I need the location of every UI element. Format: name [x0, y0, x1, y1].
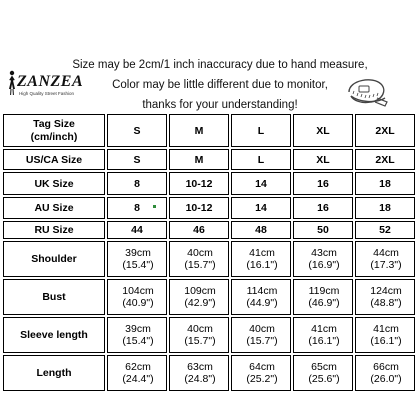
inch-value: (44.9") — [246, 297, 278, 309]
inch-value: (40.9") — [122, 297, 154, 309]
cm-value: 124cm — [370, 285, 402, 297]
row-header-length: Length — [3, 355, 105, 391]
cm-value: 119cm — [308, 285, 340, 297]
cell-shoulder-s — [107, 241, 167, 277]
cell-tag-l: L — [231, 114, 291, 147]
cell-ru-m: 46 — [169, 221, 229, 239]
table-row-us-ca-size — [3, 149, 415, 170]
cell-sleeve-s — [107, 317, 167, 353]
cell-length-s — [107, 355, 167, 391]
cm-value: 66cm — [373, 361, 399, 373]
brand-tagline: High Quality Street Fashion — [19, 91, 75, 96]
inch-value: (16.1") — [370, 335, 402, 347]
cell-us-s: S — [107, 149, 167, 170]
inch-value: (25.6") — [308, 373, 340, 385]
cell-shoulder-m — [169, 241, 229, 277]
inch-value: (42.9") — [184, 297, 216, 309]
table-row-shoulder — [3, 241, 415, 277]
cell-ru-xl: 50 — [293, 221, 353, 239]
cm-value: 65cm — [311, 361, 337, 373]
cm-value: 44cm — [373, 247, 399, 259]
cell-bust-2xl — [355, 279, 415, 315]
inch-value: (25.2") — [246, 373, 278, 385]
inch-value: (15.4") — [122, 335, 154, 347]
cell-us-2xl: 2XL — [355, 149, 415, 170]
cm-value: 63cm — [187, 361, 213, 373]
inch-value: (15.7") — [184, 335, 216, 347]
row-header-uk-size: UK Size — [3, 172, 105, 195]
cell-length-m — [169, 355, 229, 391]
cell-shoulder-l — [231, 241, 291, 277]
cm-value: 41cm — [311, 323, 337, 335]
cell-length-l — [231, 355, 291, 391]
table-row-length — [3, 355, 415, 391]
cm-value: 104cm — [122, 285, 154, 297]
cm-value: 41cm — [373, 323, 399, 335]
cell-uk-l: 14 — [231, 172, 291, 195]
cell-tag-s: S — [107, 114, 167, 147]
row-header-us-ca-size: US/CA Size — [3, 149, 105, 170]
cell-length-2xl — [355, 355, 415, 391]
inch-value: (16.1") — [308, 335, 340, 347]
cell-au-s: 8 — [107, 197, 167, 219]
tag-size-label: Tag Size (cm/inch) — [30, 117, 78, 143]
size-table — [1, 112, 416, 393]
cell-sleeve-l — [231, 317, 291, 353]
row-header-bust: Bust — [3, 279, 105, 315]
header — [0, 0, 416, 112]
cell-uk-s: 8 — [107, 172, 167, 195]
inch-value: (46.9") — [308, 297, 340, 309]
cell-tag-2xl: 2XL — [355, 114, 415, 147]
inch-value: (24.4") — [122, 373, 154, 385]
inch-value: (48.8") — [370, 297, 402, 309]
cm-value: 114cm — [246, 285, 278, 297]
cm-value: 39cm — [125, 247, 151, 259]
cell-bust-m — [169, 279, 229, 315]
inch-value: (24.8") — [184, 373, 216, 385]
inch-value: (17.3") — [370, 259, 402, 271]
inch-value: (16.9") — [308, 259, 340, 271]
note-thanks: thanks for your understanding! — [142, 99, 298, 111]
row-header-tag-size — [3, 114, 105, 147]
cell-tag-xl: XL — [293, 114, 353, 147]
cm-value: 39cm — [125, 323, 151, 335]
cell-us-l: L — [231, 149, 291, 170]
row-header-au-size: AU Size — [3, 197, 105, 219]
table-row-tag-size — [3, 114, 415, 147]
cm-value: 62cm — [125, 361, 151, 373]
inch-value: (15.7") — [246, 335, 278, 347]
cell-ru-l: 48 — [231, 221, 291, 239]
row-header-sleeve-length: Sleeve length — [3, 317, 105, 353]
cm-value: 41cm — [249, 247, 275, 259]
cell-length-xl — [293, 355, 353, 391]
row-header-ru-size: RU Size — [3, 221, 105, 239]
cm-value: 64cm — [249, 361, 275, 373]
table-row-uk-size — [3, 172, 415, 195]
cm-value: 40cm — [249, 323, 275, 335]
note-color: Color may be little different due to monitor, — [112, 79, 328, 91]
cell-au-xl: 16 — [293, 197, 353, 219]
table-row-sleeve-length — [3, 317, 415, 353]
cell-sleeve-m — [169, 317, 229, 353]
cell-uk-2xl: 18 — [355, 172, 415, 195]
cm-value: 109cm — [184, 285, 216, 297]
cell-au-2xl: 18 — [355, 197, 415, 219]
cell-sleeve-xl — [293, 317, 353, 353]
table-row-bust — [3, 279, 415, 315]
cell-au-l: 14 — [231, 197, 291, 219]
brand-name: ZANZEA — [17, 73, 84, 90]
note-accuracy: Size may be 2cm/1 inch inaccuracy due to hand measure, — [72, 59, 368, 71]
measuring-tape-icon — [345, 72, 389, 110]
inch-value: (26.0") — [370, 373, 402, 385]
cell-bust-l — [231, 279, 291, 315]
cell-au-m: 10-12 — [169, 197, 229, 219]
cell-ru-s: 44 — [107, 221, 167, 239]
cm-value: 43cm — [311, 247, 337, 259]
cell-uk-m: 10-12 — [169, 172, 229, 195]
cell-tag-m: M — [169, 114, 229, 147]
cell-us-m: M — [169, 149, 229, 170]
cell-shoulder-2xl — [355, 241, 415, 277]
brand-logo — [6, 70, 90, 104]
cell-sleeve-2xl — [355, 317, 415, 353]
cell-ru-2xl: 52 — [355, 221, 415, 239]
inch-value: (15.7") — [184, 259, 216, 271]
cell-shoulder-xl — [293, 241, 353, 277]
green-dot-mark — [153, 205, 156, 208]
row-header-shoulder: Shoulder — [3, 241, 105, 277]
inch-value: (16.1") — [246, 259, 278, 271]
table-row-au-size — [3, 197, 415, 219]
cell-us-xl: XL — [293, 149, 353, 170]
cm-value: 40cm — [187, 247, 213, 259]
cell-uk-xl: 16 — [293, 172, 353, 195]
cell-bust-xl — [293, 279, 353, 315]
table-row-ru-size — [3, 221, 415, 239]
inch-value: (15.4") — [122, 259, 154, 271]
cell-bust-s — [107, 279, 167, 315]
cm-value: 40cm — [187, 323, 213, 335]
